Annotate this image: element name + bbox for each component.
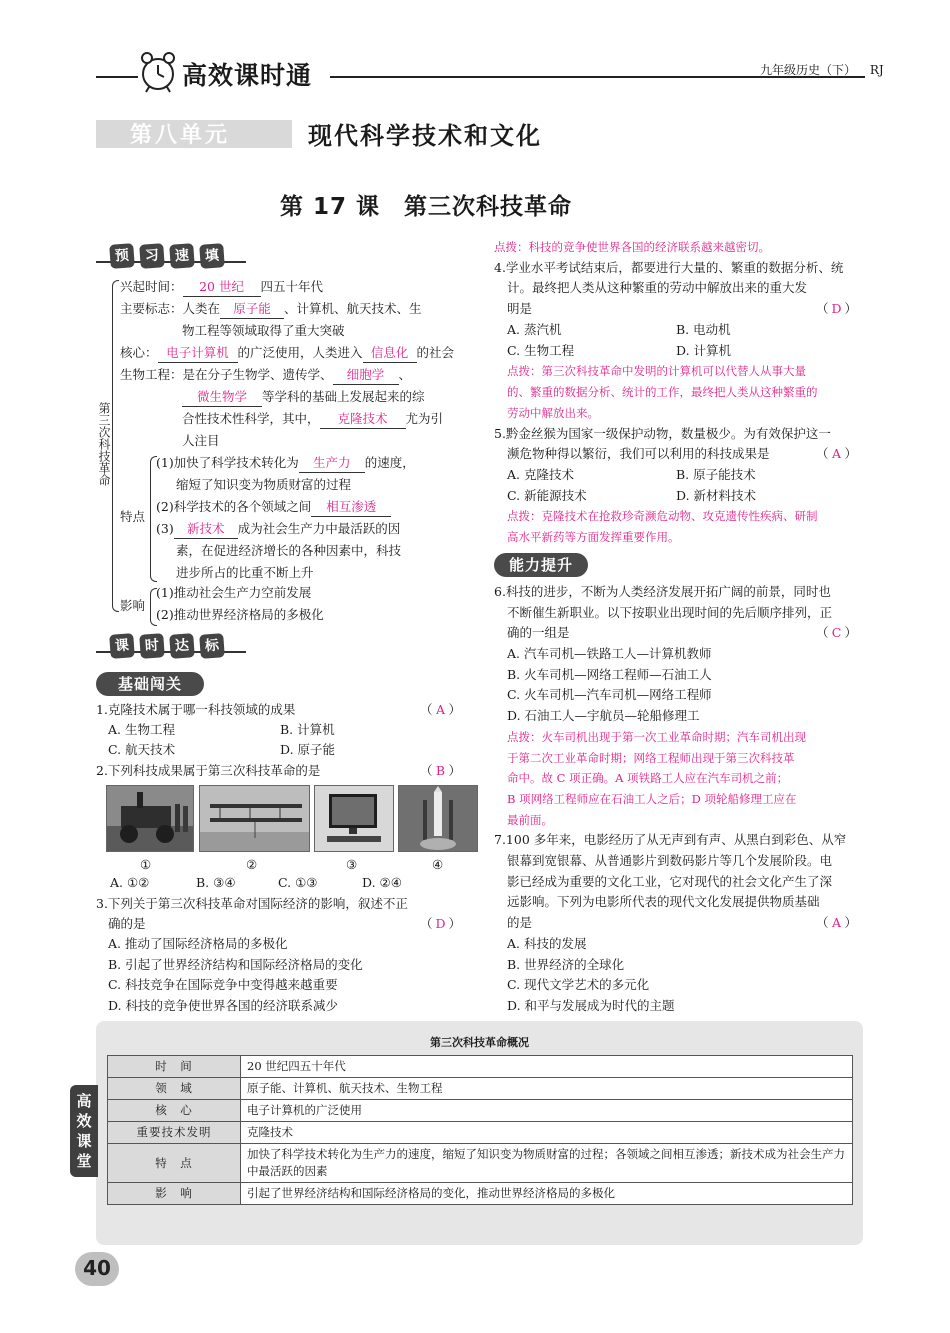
table-row — [108, 1144, 853, 1183]
mm-f2: (2)科学技术的各个领域之间 相互渗透 — [156, 498, 391, 517]
mm-feature-brace — [150, 456, 157, 582]
unit-number: 第八单元 — [130, 123, 231, 148]
q3-option-c: C. 科技竞争在国际竞争中变得越来越重要 — [108, 977, 338, 992]
subject-label — [760, 61, 884, 78]
q5-option-c: C. 新能源技术 — [507, 488, 587, 503]
q5-option-b: B. 原子能技术 — [676, 467, 756, 482]
q2-option-d: D. ②④ — [362, 875, 402, 890]
q7-stem-4: 远影响。下列为电影所代表的现代文化发展提供物质基础 — [507, 894, 820, 909]
q1-option-a: A. 生物工程 — [108, 722, 175, 737]
q1-option-c: C. 航天技术 — [108, 742, 176, 757]
section-ability: 能力提升 — [494, 553, 588, 577]
unit-title: 现代科学技术和文化 — [308, 122, 542, 150]
mm-bio-4: 人注目 — [182, 433, 220, 448]
mm-bio: 生物工程：是在分子生物学、遗传学、 细胞学 、 — [120, 366, 411, 385]
table-row-text: 原子能、计算机、航天技术、生物工程 — [241, 1078, 853, 1100]
q6-tip-4: B 项网络工程师应在石油工人之后；D 项轮船修理工应在 — [507, 792, 797, 806]
q7-stem-2: 银幕到宽银幕、从普通影片到数码影片等几个发展阶段。电 — [507, 853, 833, 868]
lesson-title: 第 17 课 第三次科技革命 — [280, 194, 573, 220]
q4-stem-2: 计。最终把人类从这种繁重的劳动中解放出来的重大发 — [507, 280, 808, 295]
q4-tip-2: 的、繁重的数据分析、统计的工作，最终把人类从这种繁重的 — [507, 385, 818, 399]
mindmap-root: 第三次科技革命 — [97, 402, 111, 486]
q7-option-a: A. 科技的发展 — [507, 936, 587, 951]
q6-tip-2: 于第二次工业革命时期；网络工程师出现于第三次科技革 — [507, 751, 795, 765]
q4-stem-1: 4.学业水平考试结束后，都要进行大量的、繁重的数据分析、统 — [494, 260, 844, 275]
table-row-head: 特 点 — [108, 1144, 241, 1183]
mm-rise: 兴起时间： 20 世纪 四五十年代 — [120, 278, 323, 297]
q5-stem-1: 5.黔金丝猴为国家一级保护动物，数量极少。为有效保护这一 — [494, 426, 831, 441]
q7-stem-5: 的是 — [507, 915, 533, 930]
q6-tip-5: 最前面。 — [507, 813, 553, 827]
edition-text: RJ — [869, 63, 884, 77]
photo-label-4: ④ — [432, 857, 444, 872]
q6-tip-3: 命中。故 C 项正确。A 项铁路工人应在汽车司机之前； — [507, 771, 789, 785]
q4-stem-3: 明是 — [507, 301, 533, 316]
photo-label-1: ① — [140, 857, 152, 872]
q5-option-d: D. 新材料技术 — [676, 488, 757, 503]
q3-option-b: B. 引起了世界经济结构和国际经济格局的变化 — [108, 957, 363, 972]
mm-bio-3: 合性技术性科学，其中， 克隆技术 尤为引 — [182, 410, 443, 429]
summary-table — [107, 1055, 853, 1205]
q5-answer: （ A ） — [816, 446, 858, 461]
summary-caption: 第三次科技革命概况 — [430, 1036, 529, 1049]
q3-tip: 点拨：科技的竞争使世界各国的经济联系越来越密切。 — [494, 240, 770, 254]
q7-option-b: B. 世界经济的全球化 — [507, 957, 625, 972]
q6-stem-1: 6.科技的进步，不断为人类经济发展开拓广阔的前景，同时也 — [494, 584, 831, 599]
table-row-head: 影 响 — [108, 1183, 241, 1205]
table-row-text: 引起了世界经济结构和国际经济格局的变化，推动世界经济格局的多极化 — [241, 1183, 853, 1205]
photo-rocket-launch — [398, 785, 478, 852]
section-tag-classwork: 课 时 达 标 — [96, 634, 246, 658]
q4-tip-3: 劳动中解放出来。 — [507, 406, 599, 420]
table-row-text: 20 世纪四五十年代 — [241, 1056, 853, 1078]
side-tab: 高 效 课 堂 — [70, 1085, 98, 1177]
mm-impact-label: 影响 — [120, 598, 146, 613]
q1-answer: （ A ） — [420, 702, 462, 717]
q7-option-d: D. 和平与发展成为时代的主题 — [507, 998, 675, 1013]
q6-option-a: A. 汽车司机—铁路工人—计算机教师 — [507, 646, 712, 661]
subject-text: 九年级历史（下） — [760, 63, 857, 77]
mm-i1: (1)推动社会生产力空前发展 — [156, 585, 312, 600]
q4-option-b: B. 电动机 — [676, 322, 731, 337]
mindmap-brace — [112, 280, 119, 612]
q7-option-c: C. 现代文学艺术的多元化 — [507, 977, 650, 992]
q5-stem-2: 濒危物种得以繁衍，我们可以利用的科技成果是 — [507, 446, 770, 461]
q7-answer: （ A ） — [816, 915, 858, 930]
q3-stem-1: 3.下列关于第三次科技革命对国际经济的影响，叙述不正 — [96, 896, 408, 911]
table-row — [108, 1183, 853, 1205]
q6-option-c: C. 火车司机—汽车司机—网络工程师 — [507, 687, 712, 702]
photo-steam-car — [106, 785, 194, 852]
q1-stem: 1.克隆技术属于哪一科技领域的成果 — [96, 702, 296, 717]
alarm-clock-logo-icon — [138, 50, 178, 94]
q3-option-a: A. 推动了国际经济格局的多极化 — [108, 936, 288, 951]
mm-i2: (2)推动世界经济格局的多极化 — [156, 607, 324, 622]
table-row-text: 加快了科学技术转化为生产力的速度，缩短了知识变为物质财富的过程；各领域之间相互渗透；新技术成为社会生产力中最活跃的因素 — [241, 1144, 853, 1183]
header-rule-left — [96, 76, 138, 78]
table-row-head: 重要技术发明 — [108, 1122, 241, 1144]
q2-option-b: B. ③④ — [196, 875, 236, 890]
photo-label-2: ② — [246, 857, 258, 872]
q3-stem-2: 确的是 — [108, 916, 146, 931]
q4-tip-1: 点拨：第三次科技革命中发明的计算机可以代替人从事大量 — [507, 364, 806, 378]
table-row — [108, 1078, 853, 1100]
q4-answer: （ D ） — [816, 301, 858, 316]
q3-option-d: D. 科技的竞争使世界各国的经济联系减少 — [108, 998, 339, 1013]
q6-tip-1: 点拨：火车司机出现于第一次工业革命时期；汽车司机出现 — [507, 730, 806, 744]
mm-sign-2: 物工程等领域取得了重大突破 — [182, 323, 345, 338]
section-tag-preview: 预 习 速 填 — [96, 244, 246, 268]
q6-stem-3: 确的一组是 — [507, 625, 570, 640]
q6-answer: （ C ） — [816, 625, 858, 640]
mm-f3-2: 素，在促进经济增长的各种因素中，科技 — [176, 543, 402, 558]
table-row-head: 领 域 — [108, 1078, 241, 1100]
table-row-text: 克隆技术 — [241, 1122, 853, 1144]
table-row — [108, 1100, 853, 1122]
q6-option-d: D. 石油工人—宇航员—轮船修理工 — [507, 708, 700, 723]
q3-answer: （ D ） — [420, 916, 462, 931]
q2-stem: 2.下列科技成果属于第三次科技革命的是 — [96, 763, 321, 778]
brand-title: 高效课时通 — [182, 61, 313, 90]
table-row-head: 时 间 — [108, 1056, 241, 1078]
q4-option-a: A. 蒸汽机 — [507, 322, 562, 337]
table-row-head: 核 心 — [108, 1100, 241, 1122]
mm-core: 核心： 电子计算机 的广泛使用，人类进入 信息化 的社会 — [120, 344, 454, 363]
table-row-text: 电子计算机的广泛使用 — [241, 1100, 853, 1122]
mm-f3: (3) 新技术 成为社会生产力中最活跃的因 — [156, 520, 400, 539]
photo-biplane — [199, 785, 310, 852]
q2-option-c: C. ①③ — [278, 875, 318, 890]
q5-option-a: A. 克隆技术 — [507, 467, 574, 482]
mm-sign: 主要标志：人类在 原子能 、计算机、航天技术、生 — [120, 300, 422, 319]
q6-stem-2: 不断催生新职业。以下按职业出现时间的先后顺序排列，正 — [507, 605, 833, 620]
q7-stem-1: 7.100 多年来，电影经历了从无声到有声、从黑白到彩色、从窄 — [494, 832, 847, 847]
table-row — [108, 1056, 853, 1078]
mm-f1: (1)加快了科学技术转化为 生产力 的速度， — [156, 454, 415, 473]
mm-f1-2: 缩短了知识变为物质财富的过程 — [176, 477, 352, 492]
q1-option-b: B. 计算机 — [280, 722, 335, 737]
photo-computer — [314, 785, 394, 852]
q4-option-c: C. 生物工程 — [507, 343, 575, 358]
q6-option-b: B. 火车司机—网络工程师—石油工人 — [507, 667, 712, 682]
section-basic: 基础闯关 — [96, 672, 204, 696]
mm-f3-3: 进步所占的比重不断上升 — [176, 565, 314, 580]
q7-stem-3: 影已经成为重要的文化工业，它对现代的社会文化产生了深 — [507, 874, 833, 889]
photo-label-3: ③ — [346, 857, 358, 872]
q2-option-a: A. ①② — [110, 875, 150, 890]
q2-answer: （ B ） — [420, 763, 462, 778]
page-number: 40 — [83, 1256, 111, 1280]
q5-tip-2: 高水平新药等方面发挥重要作用。 — [507, 530, 680, 544]
table-row — [108, 1122, 853, 1144]
q1-option-d: D. 原子能 — [280, 742, 336, 757]
mm-feature-label: 特点 — [120, 509, 146, 524]
q5-tip-1: 点拨：克隆技术在抢救珍奇濒危动物、攻克遗传性疾病、研制 — [507, 509, 818, 523]
mm-bio-2: 微生物学 等学科的基础上发展起来的综 — [182, 388, 425, 407]
q4-option-d: D. 计算机 — [676, 343, 732, 358]
